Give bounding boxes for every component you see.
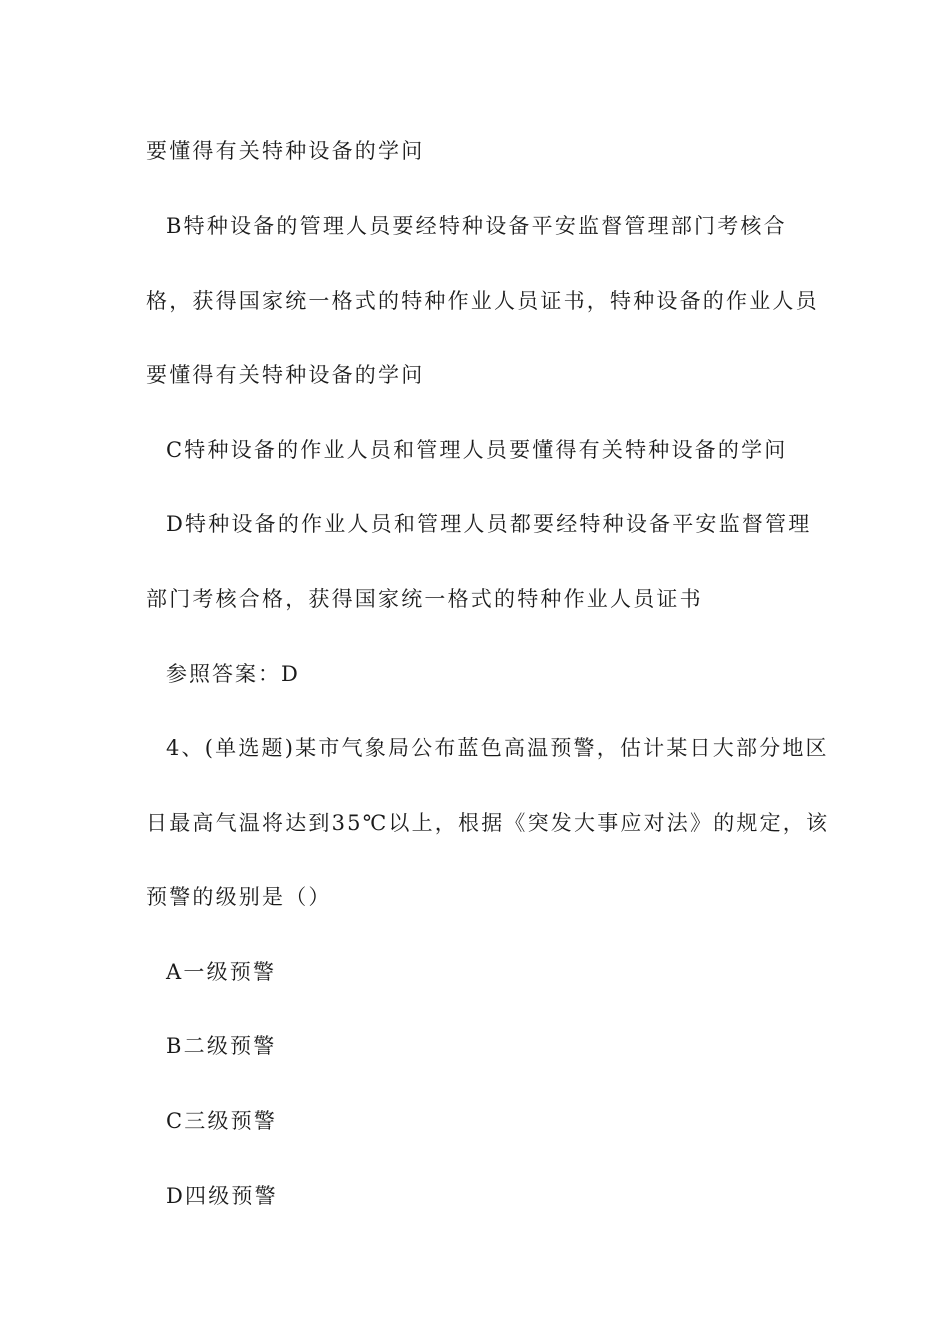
question-4-continuation-2: 预警的级别是（） [146, 885, 332, 909]
question-4-option-a: A一级预警 [166, 960, 277, 984]
question-4-option-c: C三级预警 [166, 1109, 278, 1133]
option-a-continuation: 要懂得有关特种设备的学问 [146, 139, 425, 163]
option-b-continuation-2: 要懂得有关特种设备的学问 [146, 363, 425, 387]
option-d-text: D特种设备的作业人员和管理人员都要经特种设备平安监督管理 [166, 512, 812, 536]
option-d-continuation: 部门考核合格，获得国家统一格式的特种作业人员证书 [146, 587, 703, 611]
question-4-option-b: B二级预警 [166, 1034, 277, 1058]
reference-answer: 参照答案：D [166, 662, 300, 686]
question-4-continuation-1: 日最高气温将达到35℃以上，根据《突发大事应对法》的规定，该 [146, 811, 830, 835]
option-c-text: C特种设备的作业人员和管理人员要懂得有关特种设备的学问 [166, 438, 788, 462]
option-b-continuation-1: 格，获得国家统一格式的特种作业人员证书，特种设备的作业人员 [146, 289, 819, 313]
option-b-text: B特种设备的管理人员要经特种设备平安监督管理部门考核合 [166, 214, 787, 238]
question-4-option-d: D四级预警 [166, 1184, 278, 1208]
question-4-text: 4、(单选题)某市气象局公布蓝色高温预警，估计某日大部分地区 [166, 736, 829, 760]
